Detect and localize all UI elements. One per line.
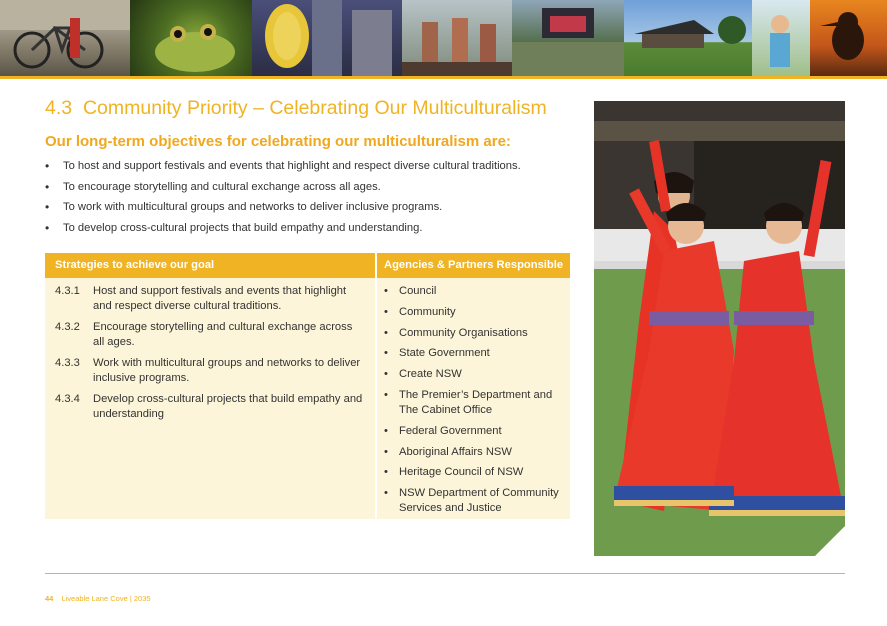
strategy-number: 4.3.1 [55, 285, 80, 297]
table-header [45, 253, 570, 278]
column-divider [375, 253, 377, 519]
agency-item: • Community [384, 305, 566, 320]
strategy-text: Host and support festivals and events that highlight and respect diverse cultural traditions. [93, 285, 347, 312]
photo-concert-crowd [512, 0, 624, 76]
photo-lantern-sculpture [252, 0, 402, 76]
strategy-row [55, 284, 370, 314]
agency-item: • Community Organisations [384, 326, 566, 341]
objective-item: • To develop cross-cultural projects that build empathy and understanding. [45, 221, 521, 242]
agency-item: • NSW Department of Community Services and Justice [384, 486, 566, 516]
photo-child [752, 0, 810, 76]
section-title-text: Community Priority – Celebrating Our Multiculturalism [82, 97, 547, 119]
strategy-text: Work with multicultural groups and networks to deliver inclusive programs. [93, 357, 361, 384]
objectives-list [45, 159, 521, 242]
agency-item: • State Government [384, 346, 566, 361]
strategy-text: Develop cross-cultural projects that build empathy and understanding [93, 393, 363, 420]
section-number: 4.3 [45, 97, 73, 119]
agency-item: • The Premier’s Department and The Cabinet Office [384, 388, 566, 418]
document-name: Liveable Lane Cove | 2035 [61, 594, 151, 603]
objective-item: • To host and support festivals and events that highlight and respect diverse cultural traditions. [45, 159, 521, 180]
strategy-row [55, 320, 370, 350]
footer-divider [45, 573, 845, 574]
strategy-number: 4.3.4 [55, 393, 80, 405]
strategy-text: Encourage storytelling and cultural exchange across all ages. [93, 321, 353, 348]
header-photo-strip [0, 0, 887, 76]
agency-item: • Federal Government [384, 424, 566, 439]
strategy-number: 4.3.2 [55, 321, 80, 333]
photo-kookaburra-sunset [810, 0, 887, 76]
page-number: 44 [45, 594, 54, 603]
objective-item: • To encourage storytelling and cultural exchange across all ages. [45, 180, 521, 201]
col-header-strategies: Strategies to achieve our goal [55, 259, 215, 271]
photo-frog [130, 0, 252, 76]
agency-item: • Council [384, 284, 566, 299]
col-header-agencies: Agencies & Partners Responsible [384, 259, 564, 271]
dancers-photo [594, 101, 845, 556]
objectives-heading: Our long-term objectives for celebrating our multiculturalism are: [45, 133, 511, 150]
agency-item: • Create NSW [384, 367, 566, 382]
agency-item: • Aboriginal Affairs NSW [384, 445, 566, 460]
agency-item: • Heritage Council of NSW [384, 465, 566, 480]
strategy-row [55, 392, 370, 422]
footer [45, 594, 151, 603]
photo-dancers [402, 0, 512, 76]
strategy-table [45, 253, 570, 519]
header-divider [0, 76, 887, 79]
photo-pavilion [624, 0, 752, 76]
strategy-row [55, 356, 370, 386]
objective-item: • To work with multicultural groups and networks to deliver inclusive programs. [45, 200, 521, 221]
section-title [45, 97, 547, 120]
agencies-column [384, 284, 566, 522]
strategies-column [55, 284, 370, 428]
photo-bicycle [0, 0, 130, 76]
strategy-number: 4.3.3 [55, 357, 80, 369]
